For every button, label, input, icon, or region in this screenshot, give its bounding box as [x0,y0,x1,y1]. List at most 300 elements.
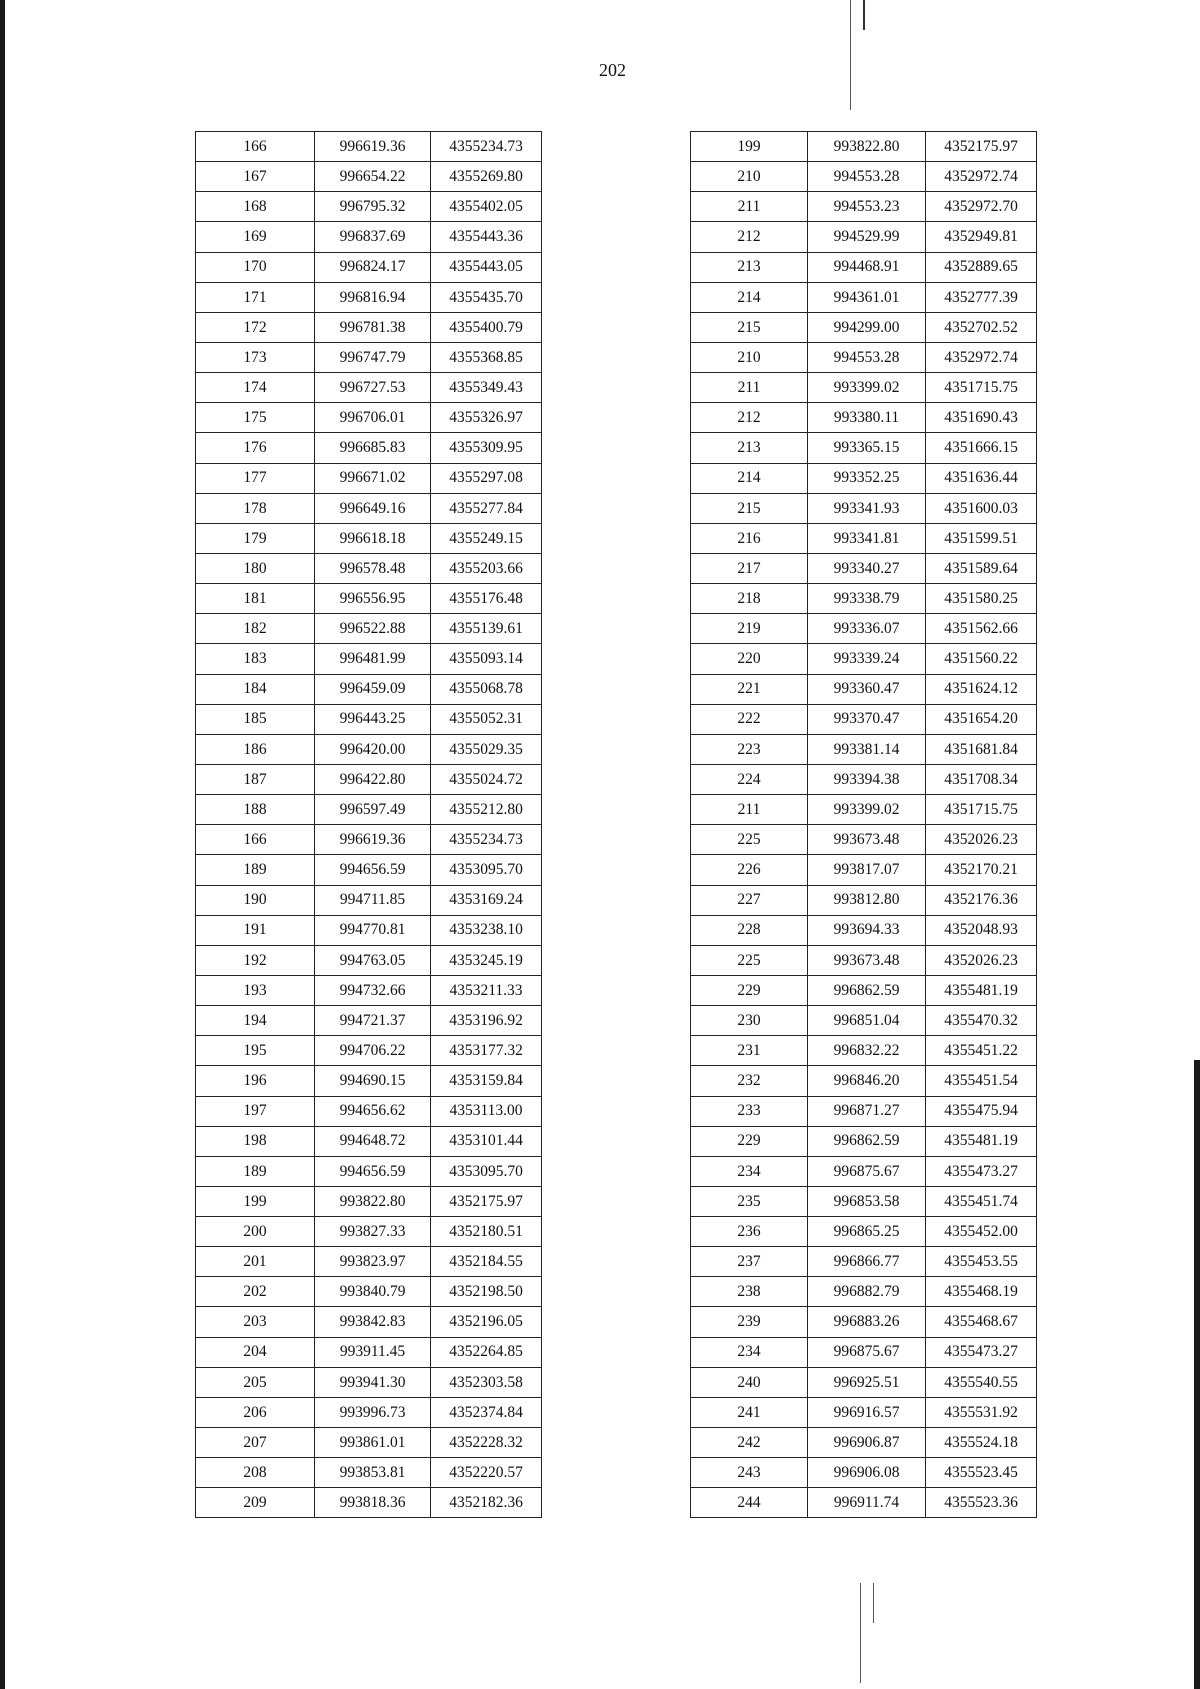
point-number-cell: 179 [196,523,315,553]
y-coordinate-cell: 4355212.80 [431,795,542,825]
table-row [691,885,1037,915]
x-coordinate-cell: 996853.58 [808,1186,926,1216]
x-coordinate-cell: 994711.85 [315,885,431,915]
point-number-cell: 191 [196,915,315,945]
table-row [691,734,1037,764]
table-row [691,1217,1037,1247]
y-coordinate-cell: 4351681.84 [926,734,1037,764]
point-number-cell: 204 [196,1337,315,1367]
x-coordinate-cell: 993339.24 [808,644,926,674]
table-row [691,312,1037,342]
point-number-cell: 195 [196,1036,315,1066]
y-coordinate-cell: 4352264.85 [431,1337,542,1367]
point-number-cell: 178 [196,493,315,523]
x-coordinate-cell: 996816.94 [315,282,431,312]
table-row [691,1367,1037,1397]
table-row [196,1066,542,1096]
y-coordinate-cell: 4355093.14 [431,644,542,674]
x-coordinate-cell: 993399.02 [808,795,926,825]
y-coordinate-cell: 4355468.19 [926,1277,1037,1307]
y-coordinate-cell: 4355249.15 [431,523,542,553]
x-coordinate-cell: 994553.23 [808,192,926,222]
point-number-cell: 200 [196,1217,315,1247]
table-row [691,553,1037,583]
x-coordinate-cell: 996597.49 [315,795,431,825]
x-coordinate-cell: 993341.81 [808,523,926,553]
y-coordinate-cell: 4355234.73 [431,825,542,855]
x-coordinate-cell: 996420.00 [315,734,431,764]
table-row [691,1307,1037,1337]
table-row [196,1186,542,1216]
point-number-cell: 207 [196,1428,315,1458]
point-number-cell: 216 [691,523,808,553]
y-coordinate-cell: 4355326.97 [431,403,542,433]
x-coordinate-cell: 996875.67 [808,1156,926,1186]
y-coordinate-cell: 4351690.43 [926,403,1037,433]
point-number-cell: 176 [196,433,315,463]
point-number-cell: 234 [691,1337,808,1367]
scan-mark-top-2 [863,0,865,30]
table-row [196,162,542,192]
x-coordinate-cell: 993822.80 [315,1186,431,1216]
y-coordinate-cell: 4353177.32 [431,1036,542,1066]
table-row [196,493,542,523]
table-row [196,855,542,885]
x-coordinate-cell: 996911.74 [808,1488,926,1518]
x-coordinate-cell: 993840.79 [315,1277,431,1307]
x-coordinate-cell: 996578.48 [315,553,431,583]
table-row [196,1006,542,1036]
point-number-cell: 238 [691,1277,808,1307]
point-number-cell: 236 [691,1217,808,1247]
x-coordinate-cell: 993341.93 [808,493,926,523]
point-number-cell: 226 [691,855,808,885]
point-number-cell: 210 [691,342,808,372]
y-coordinate-cell: 4352026.23 [926,825,1037,855]
point-number-cell: 244 [691,1488,808,1518]
table-row [196,553,542,583]
y-coordinate-cell: 4355277.84 [431,493,542,523]
table-row [196,342,542,372]
table-row [691,795,1037,825]
x-coordinate-cell: 996851.04 [808,1006,926,1036]
table-row [196,1096,542,1126]
point-number-cell: 180 [196,553,315,583]
point-number-cell: 212 [691,222,808,252]
y-coordinate-cell: 4352175.97 [926,132,1037,162]
x-coordinate-cell: 993941.30 [315,1367,431,1397]
table-row [196,734,542,764]
point-number-cell: 241 [691,1397,808,1427]
x-coordinate-cell: 994721.37 [315,1006,431,1036]
table-row [196,584,542,614]
x-coordinate-cell: 994648.72 [315,1126,431,1156]
point-number-cell: 210 [691,162,808,192]
x-coordinate-cell: 996883.26 [808,1307,926,1337]
x-coordinate-cell: 996481.99 [315,644,431,674]
x-coordinate-cell: 993338.79 [808,584,926,614]
y-coordinate-cell: 4355139.61 [431,614,542,644]
y-coordinate-cell: 4352972.70 [926,192,1037,222]
x-coordinate-cell: 994732.66 [315,975,431,1005]
y-coordinate-cell: 4352303.58 [431,1367,542,1397]
table-row [691,1337,1037,1367]
x-coordinate-cell: 996871.27 [808,1096,926,1126]
x-coordinate-cell: 996862.59 [808,1126,926,1156]
point-number-cell: 211 [691,192,808,222]
table-row [196,192,542,222]
point-number-cell: 224 [691,764,808,794]
x-coordinate-cell: 996706.01 [315,403,431,433]
x-coordinate-cell: 996837.69 [315,222,431,252]
point-number-cell: 208 [196,1458,315,1488]
point-number-cell: 211 [691,795,808,825]
point-number-cell: 190 [196,885,315,915]
x-coordinate-cell: 996906.08 [808,1458,926,1488]
x-coordinate-cell: 996925.51 [808,1367,926,1397]
table-row [196,1217,542,1247]
x-coordinate-cell: 993812.80 [808,885,926,915]
point-number-cell: 231 [691,1036,808,1066]
y-coordinate-cell: 4351580.25 [926,584,1037,614]
table-row [196,915,542,945]
table-row [691,1006,1037,1036]
point-number-cell: 172 [196,312,315,342]
point-number-cell: 206 [196,1397,315,1427]
coordinates-table-left-body [196,132,542,1518]
table-row [691,162,1037,192]
point-number-cell: 229 [691,1126,808,1156]
table-row [196,373,542,403]
y-coordinate-cell: 4351666.15 [926,433,1037,463]
point-number-cell: 175 [196,403,315,433]
point-number-cell: 198 [196,1126,315,1156]
table-row [196,1428,542,1458]
point-number-cell: 215 [691,312,808,342]
table-row [691,1488,1037,1518]
point-number-cell: 243 [691,1458,808,1488]
point-number-cell: 229 [691,975,808,1005]
y-coordinate-cell: 4352180.51 [431,1217,542,1247]
y-coordinate-cell: 4352182.36 [431,1488,542,1518]
point-number-cell: 188 [196,795,315,825]
x-coordinate-cell: 996619.36 [315,825,431,855]
table-row [196,433,542,463]
point-number-cell: 166 [196,825,315,855]
y-coordinate-cell: 4353095.70 [431,1156,542,1186]
table-row [196,975,542,1005]
x-coordinate-cell: 993370.47 [808,704,926,734]
point-number-cell: 214 [691,463,808,493]
y-coordinate-cell: 4355452.00 [926,1217,1037,1247]
table-row [196,282,542,312]
point-number-cell: 235 [691,1186,808,1216]
y-coordinate-cell: 4355470.32 [926,1006,1037,1036]
table-row [691,252,1037,282]
y-coordinate-cell: 4353159.84 [431,1066,542,1096]
table-row [691,342,1037,372]
x-coordinate-cell: 993818.36 [315,1488,431,1518]
x-coordinate-cell: 994770.81 [315,915,431,945]
point-number-cell: 182 [196,614,315,644]
table-row [691,1066,1037,1096]
y-coordinate-cell: 4355475.94 [926,1096,1037,1126]
y-coordinate-cell: 4355481.19 [926,1126,1037,1156]
y-coordinate-cell: 4352175.97 [431,1186,542,1216]
table-row [691,1096,1037,1126]
y-coordinate-cell: 4355435.70 [431,282,542,312]
point-number-cell: 212 [691,403,808,433]
y-coordinate-cell: 4355523.36 [926,1488,1037,1518]
y-coordinate-cell: 4351562.66 [926,614,1037,644]
table-row [196,1277,542,1307]
table-row [691,1186,1037,1216]
point-number-cell: 209 [196,1488,315,1518]
point-number-cell: 166 [196,132,315,162]
x-coordinate-cell: 996618.18 [315,523,431,553]
point-number-cell: 187 [196,764,315,794]
y-coordinate-cell: 4355024.72 [431,764,542,794]
y-coordinate-cell: 4352176.36 [926,885,1037,915]
x-coordinate-cell: 994656.59 [315,1156,431,1186]
point-number-cell: 239 [691,1307,808,1337]
scan-mark-top-1 [850,0,851,110]
point-number-cell: 174 [196,373,315,403]
point-number-cell: 173 [196,342,315,372]
x-coordinate-cell: 996747.79 [315,342,431,372]
y-coordinate-cell: 4355443.05 [431,252,542,282]
x-coordinate-cell: 993817.07 [808,855,926,885]
x-coordinate-cell: 994529.99 [808,222,926,252]
coordinates-table-right-body [691,132,1037,1518]
y-coordinate-cell: 4355468.67 [926,1307,1037,1337]
y-coordinate-cell: 4352170.21 [926,855,1037,885]
table-row [196,1337,542,1367]
x-coordinate-cell: 994690.15 [315,1066,431,1096]
point-number-cell: 196 [196,1066,315,1096]
x-coordinate-cell: 994553.28 [808,342,926,372]
x-coordinate-cell: 994706.22 [315,1036,431,1066]
y-coordinate-cell: 4351600.03 [926,493,1037,523]
y-coordinate-cell: 4351708.34 [926,764,1037,794]
point-number-cell: 186 [196,734,315,764]
y-coordinate-cell: 4352972.74 [926,162,1037,192]
x-coordinate-cell: 993360.47 [808,674,926,704]
x-coordinate-cell: 996671.02 [315,463,431,493]
table-row [196,1458,542,1488]
table-row [691,825,1037,855]
x-coordinate-cell: 993694.33 [808,915,926,945]
point-number-cell: 237 [691,1247,808,1277]
point-number-cell: 199 [691,132,808,162]
table-row [691,192,1037,222]
x-coordinate-cell: 993352.25 [808,463,926,493]
point-number-cell: 169 [196,222,315,252]
x-coordinate-cell: 996795.32 [315,192,431,222]
table-row [196,614,542,644]
y-coordinate-cell: 4351624.12 [926,674,1037,704]
point-number-cell: 213 [691,252,808,282]
x-coordinate-cell: 993381.14 [808,734,926,764]
table-row [196,132,542,162]
table-row [196,674,542,704]
table-row [691,704,1037,734]
table-row [691,132,1037,162]
y-coordinate-cell: 4351715.75 [926,373,1037,403]
point-number-cell: 215 [691,493,808,523]
table-row [691,493,1037,523]
x-coordinate-cell: 996824.17 [315,252,431,282]
point-number-cell: 205 [196,1367,315,1397]
x-coordinate-cell: 996422.80 [315,764,431,794]
point-number-cell: 234 [691,1156,808,1186]
point-number-cell: 194 [196,1006,315,1036]
y-coordinate-cell: 4355443.36 [431,222,542,252]
table-row [691,644,1037,674]
x-coordinate-cell: 996862.59 [808,975,926,1005]
point-number-cell: 217 [691,553,808,583]
point-number-cell: 183 [196,644,315,674]
x-coordinate-cell: 994553.28 [808,162,926,192]
table-row [691,975,1037,1005]
point-number-cell: 230 [691,1006,808,1036]
x-coordinate-cell: 996619.36 [315,132,431,162]
table-row [691,373,1037,403]
point-number-cell: 219 [691,614,808,644]
x-coordinate-cell: 993365.15 [808,433,926,463]
y-coordinate-cell: 4355349.43 [431,373,542,403]
table-row [196,222,542,252]
y-coordinate-cell: 4352220.57 [431,1458,542,1488]
table-row [691,614,1037,644]
table-row [691,282,1037,312]
y-coordinate-cell: 4351654.20 [926,704,1037,734]
point-number-cell: 225 [691,945,808,975]
right-scan-edge [1194,1060,1200,1689]
y-coordinate-cell: 4353101.44 [431,1126,542,1156]
point-number-cell: 240 [691,1367,808,1397]
point-number-cell: 189 [196,855,315,885]
table-row [196,523,542,553]
y-coordinate-cell: 4353245.19 [431,945,542,975]
y-coordinate-cell: 4355473.27 [926,1337,1037,1367]
y-coordinate-cell: 4355473.27 [926,1156,1037,1186]
point-number-cell: 220 [691,644,808,674]
point-number-cell: 202 [196,1277,315,1307]
x-coordinate-cell: 993911.45 [315,1337,431,1367]
x-coordinate-cell: 996906.87 [808,1428,926,1458]
table-row [691,1247,1037,1277]
point-number-cell: 242 [691,1428,808,1458]
table-row [691,463,1037,493]
point-number-cell: 232 [691,1066,808,1096]
y-coordinate-cell: 4355524.18 [926,1428,1037,1458]
point-number-cell: 228 [691,915,808,945]
page-number: 202 [599,60,626,80]
y-coordinate-cell: 4352889.65 [926,252,1037,282]
y-coordinate-cell: 4352228.32 [431,1428,542,1458]
point-number-cell: 181 [196,584,315,614]
y-coordinate-cell: 4355400.79 [431,312,542,342]
x-coordinate-cell: 993380.11 [808,403,926,433]
table-row [196,1156,542,1186]
y-coordinate-cell: 4353238.10 [431,915,542,945]
left-scan-edge [0,0,5,1689]
y-coordinate-cell: 4355540.55 [926,1367,1037,1397]
point-number-cell: 197 [196,1096,315,1126]
x-coordinate-cell: 996654.22 [315,162,431,192]
x-coordinate-cell: 996781.38 [315,312,431,342]
x-coordinate-cell: 993996.73 [315,1397,431,1427]
point-number-cell: 192 [196,945,315,975]
table-row [691,1036,1037,1066]
x-coordinate-cell: 994763.05 [315,945,431,975]
x-coordinate-cell: 996459.09 [315,674,431,704]
x-coordinate-cell: 996865.25 [808,1217,926,1247]
table-row [691,403,1037,433]
table-row [691,1126,1037,1156]
y-coordinate-cell: 4355451.74 [926,1186,1037,1216]
table-row [196,945,542,975]
point-number-cell: 189 [196,1156,315,1186]
x-coordinate-cell: 996832.22 [808,1036,926,1066]
x-coordinate-cell: 993827.33 [315,1217,431,1247]
x-coordinate-cell: 996443.25 [315,704,431,734]
table-row [691,855,1037,885]
table-row [196,825,542,855]
point-number-cell: 167 [196,162,315,192]
x-coordinate-cell: 996882.79 [808,1277,926,1307]
y-coordinate-cell: 4353169.24 [431,885,542,915]
point-number-cell: 233 [691,1096,808,1126]
x-coordinate-cell: 993399.02 [808,373,926,403]
table-row [691,764,1037,794]
y-coordinate-cell: 4353196.92 [431,1006,542,1036]
table-row [691,915,1037,945]
y-coordinate-cell: 4355453.55 [926,1247,1037,1277]
point-number-cell: 168 [196,192,315,222]
y-coordinate-cell: 4355068.78 [431,674,542,704]
coordinates-table-right [690,131,1037,1518]
x-coordinate-cell: 993861.01 [315,1428,431,1458]
table-row [691,222,1037,252]
y-coordinate-cell: 4352972.74 [926,342,1037,372]
table-row [196,704,542,734]
y-coordinate-cell: 4351560.22 [926,644,1037,674]
table-row [691,945,1037,975]
table-row [691,523,1037,553]
x-coordinate-cell: 994656.59 [315,855,431,885]
table-row [691,584,1037,614]
x-coordinate-cell: 996522.88 [315,614,431,644]
x-coordinate-cell: 993823.97 [315,1247,431,1277]
table-row [691,1397,1037,1427]
x-coordinate-cell: 996846.20 [808,1066,926,1096]
y-coordinate-cell: 4355052.31 [431,704,542,734]
table-row [691,674,1037,704]
y-coordinate-cell: 4351636.44 [926,463,1037,493]
point-number-cell: 225 [691,825,808,855]
point-number-cell: 201 [196,1247,315,1277]
y-coordinate-cell: 4353113.00 [431,1096,542,1126]
point-number-cell: 170 [196,252,315,282]
y-coordinate-cell: 4355523.45 [926,1458,1037,1488]
y-coordinate-cell: 4355531.92 [926,1397,1037,1427]
y-coordinate-cell: 4352949.81 [926,222,1037,252]
table-row [691,1428,1037,1458]
y-coordinate-cell: 4352026.23 [926,945,1037,975]
point-number-cell: 203 [196,1307,315,1337]
